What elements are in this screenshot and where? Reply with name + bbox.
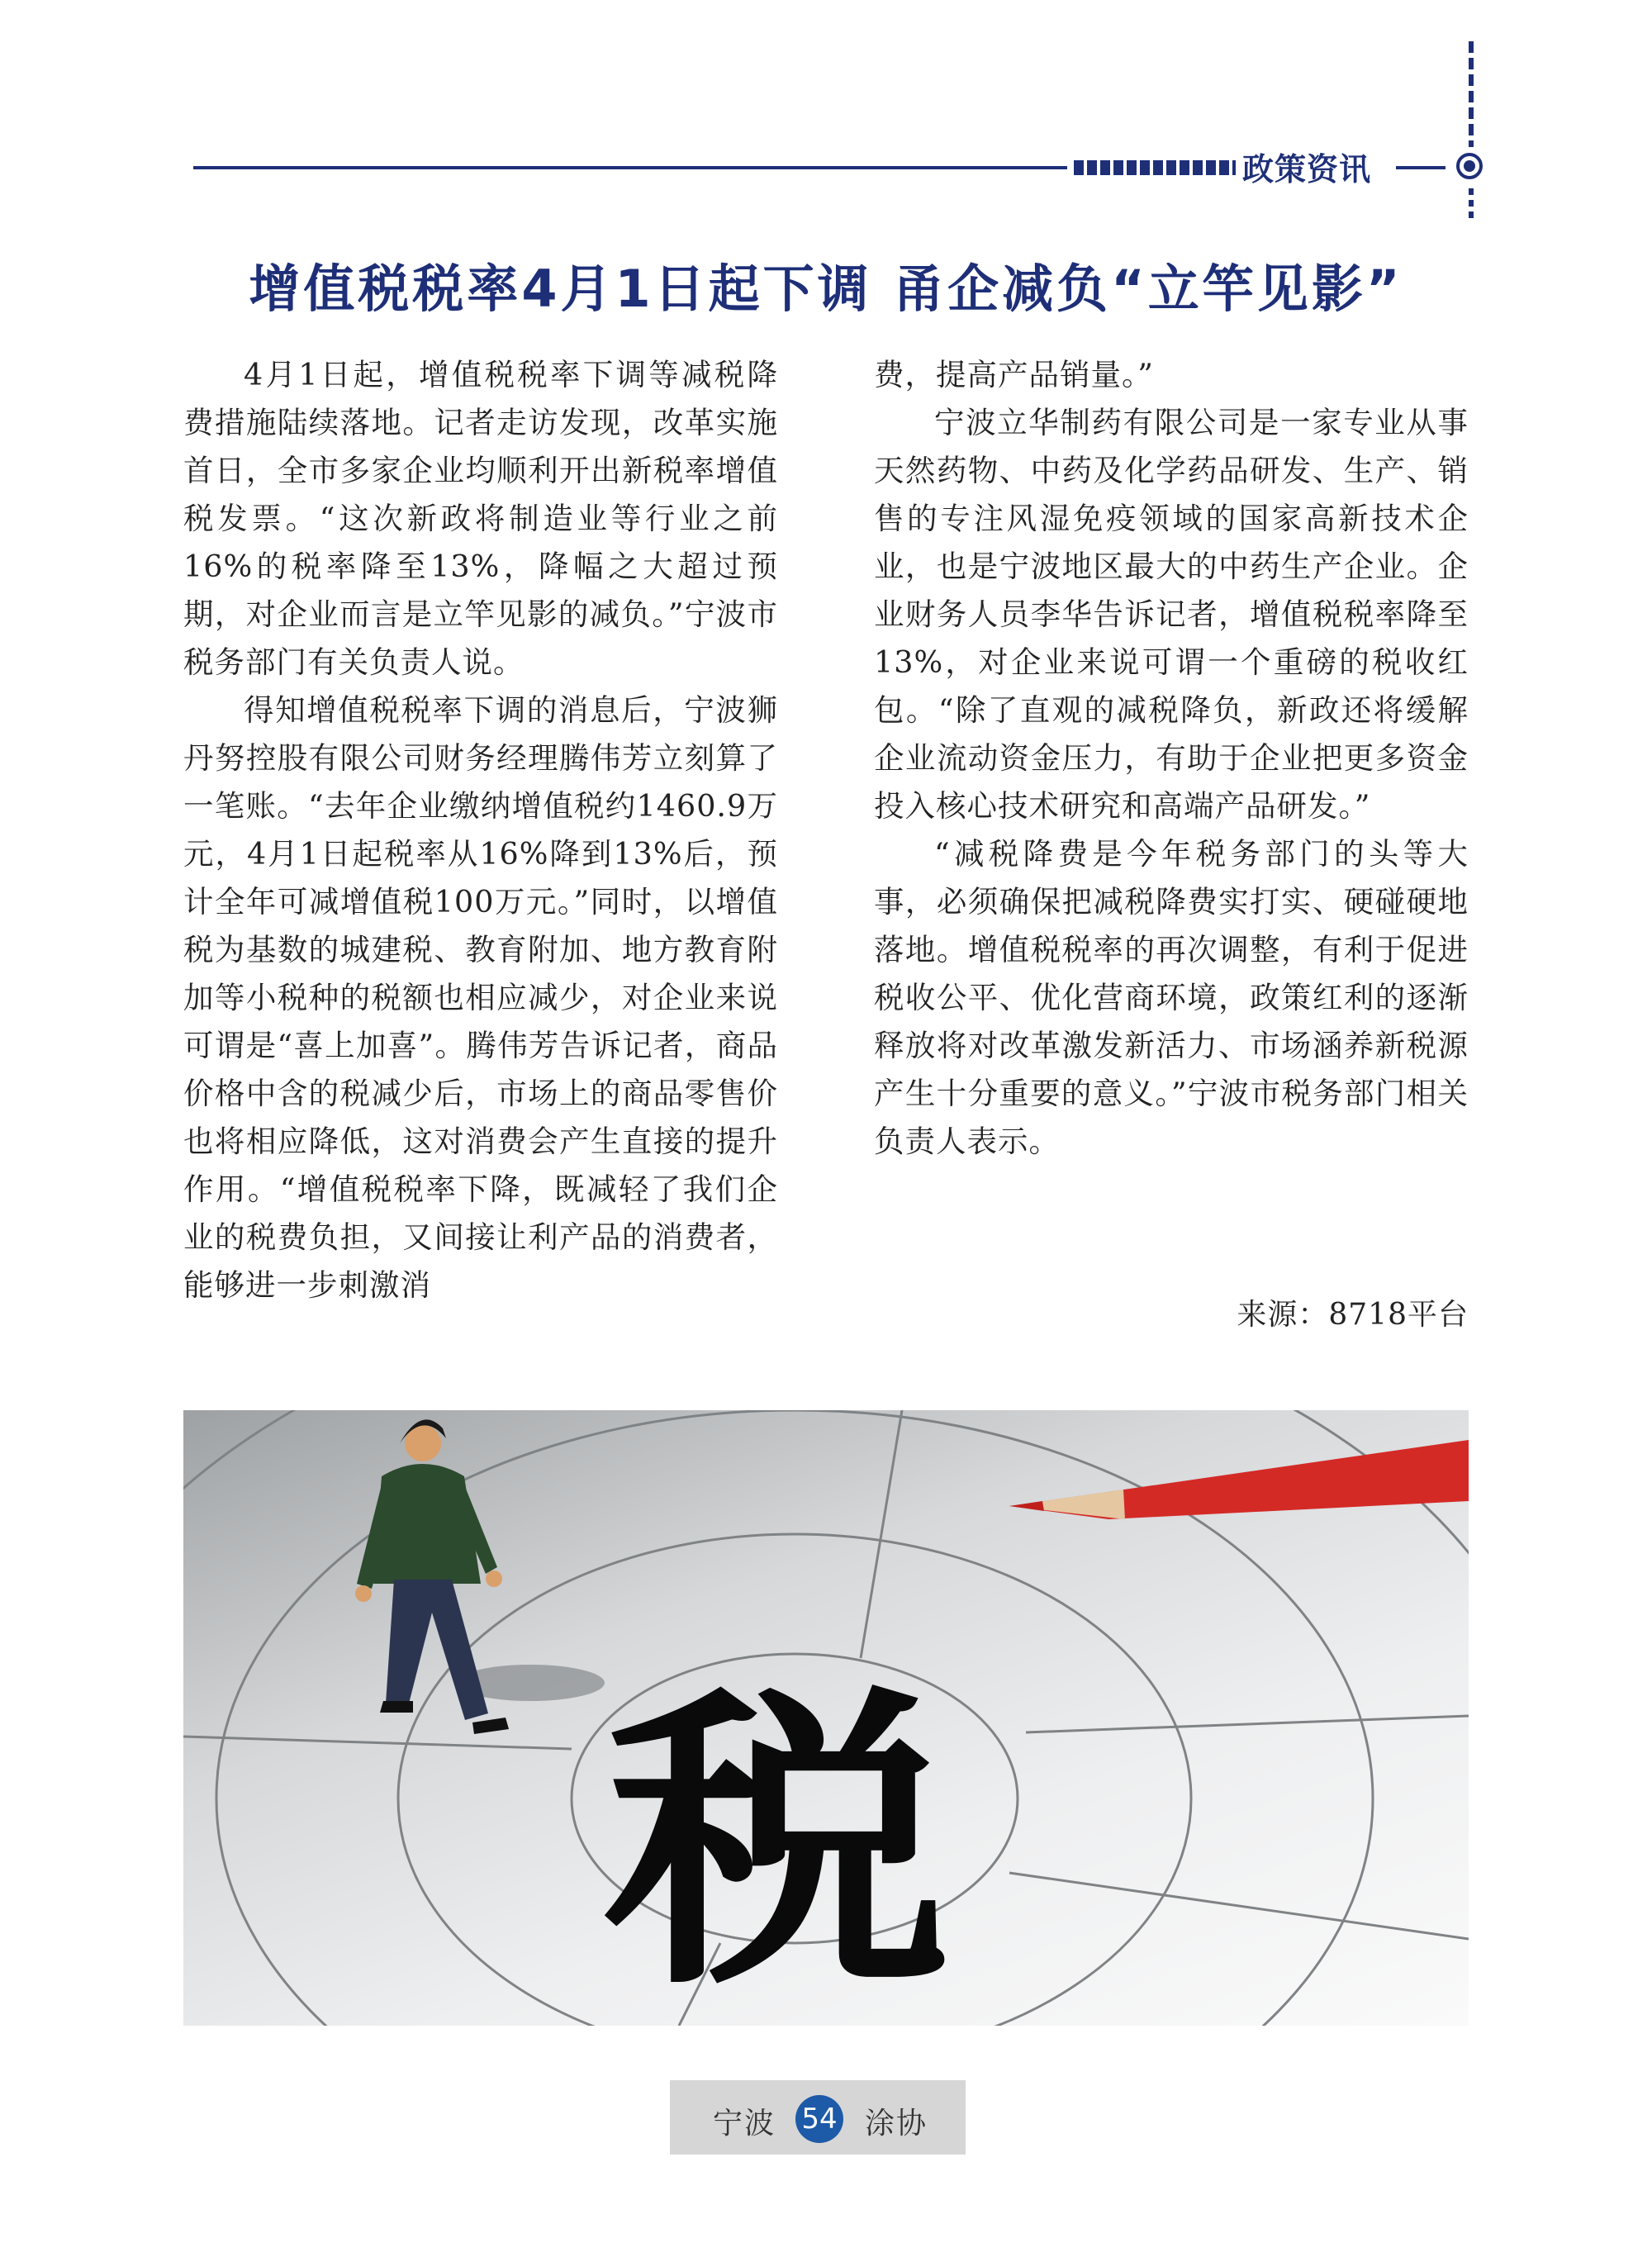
header-rule <box>193 166 1067 169</box>
figurine-icon <box>355 1419 605 1734</box>
page-footer <box>670 2080 966 2155</box>
paragraph: 宁波立华制药有限公司是一家专业从事天然药物、中药及化学药品研发、生产、销售的专注风湿免疫领域的国家高新技术企业，也是宁波地区最大的中药生产企业。企业财务人员李华告诉记者，增值税税率降至13%，对企业来说可谓一个重磅的税收红包。“除了直观的减税降负，新政还将缓解企业流动资金压力，有助于企业把更多资金投入核心技术研究和高端产品研发。” <box>874 405 1469 824</box>
paragraph-continuation: 费，提高产品销量。” <box>874 357 1154 392</box>
paragraph: 4月1日起，增值税税率下调等减税降费措施陆续落地。记者走访发现，改革实施首日，全市多家企业均顺利开出新税率增值税发票。“这次新政将制造业等行业之前16%的税率降至13%，降幅之大超过预期，对企业而言是立竿见影的减负。”宁波市税务部门有关负责人说。 <box>183 357 778 680</box>
section-label: 政策资讯 <box>1242 151 1372 188</box>
article-title: 增值税税率4月1日起下调 甬企减负“立竿见影” <box>249 259 1403 319</box>
footer-left-text: 宁波 <box>713 2107 776 2141</box>
header-vertical-dots-top <box>1469 41 1474 147</box>
footer-right-text: 涂协 <box>865 2107 928 2141</box>
header-dotted-bar <box>1074 160 1236 175</box>
article-source: 来源：8718平台 <box>1237 1298 1469 1332</box>
header-vertical-dots-bottom <box>1469 188 1474 221</box>
paragraph: “减税降费是今年税务部门的头等大事，必须确保把减税降费实打实、硬碰硬地落地。增值税税率的再次调整，有利于促进税收公平、优化营商环境，政策红利的逐渐释放将对改革激发新活力、市场涵养新税源产生十分重要的意义。”宁波市税务部门相关负责人表示。 <box>874 836 1469 1159</box>
header-rule-right <box>1396 166 1446 169</box>
tax-illustration <box>183 1410 1469 2026</box>
red-pencil-icon <box>1009 1440 1469 1519</box>
article-column-right <box>874 351 1469 1166</box>
page-number-badge: 54 <box>795 2095 843 2143</box>
paragraph: 得知增值税税率下调的消息后，宁波狮丹努控股有限公司财务经理腾伟芳立刻算了一笔账。“去年企业缴纳增值税约1460.9万元，4月1日起税率从16%降到13%后，预计全年可减增值税100万元。”同时，以增值税为基数的城建税、教育附加、地方教育附加等小税种的税额也相应减少，对企业来说可谓是“喜上加喜”。腾伟芳告诉记者，商品价格中含的税减少后，市场上的商品零售价也将相应降低，这对消费会产生直接的提升作用。“增值税税率下降，既减轻了我们企业的税费负担，又间接让利产品的消费者，能够进一步刺激消 <box>183 692 778 1303</box>
target-circle-icon <box>1455 152 1483 180</box>
article-column-left <box>183 351 778 1309</box>
tax-character: 税 <box>605 1661 951 2026</box>
